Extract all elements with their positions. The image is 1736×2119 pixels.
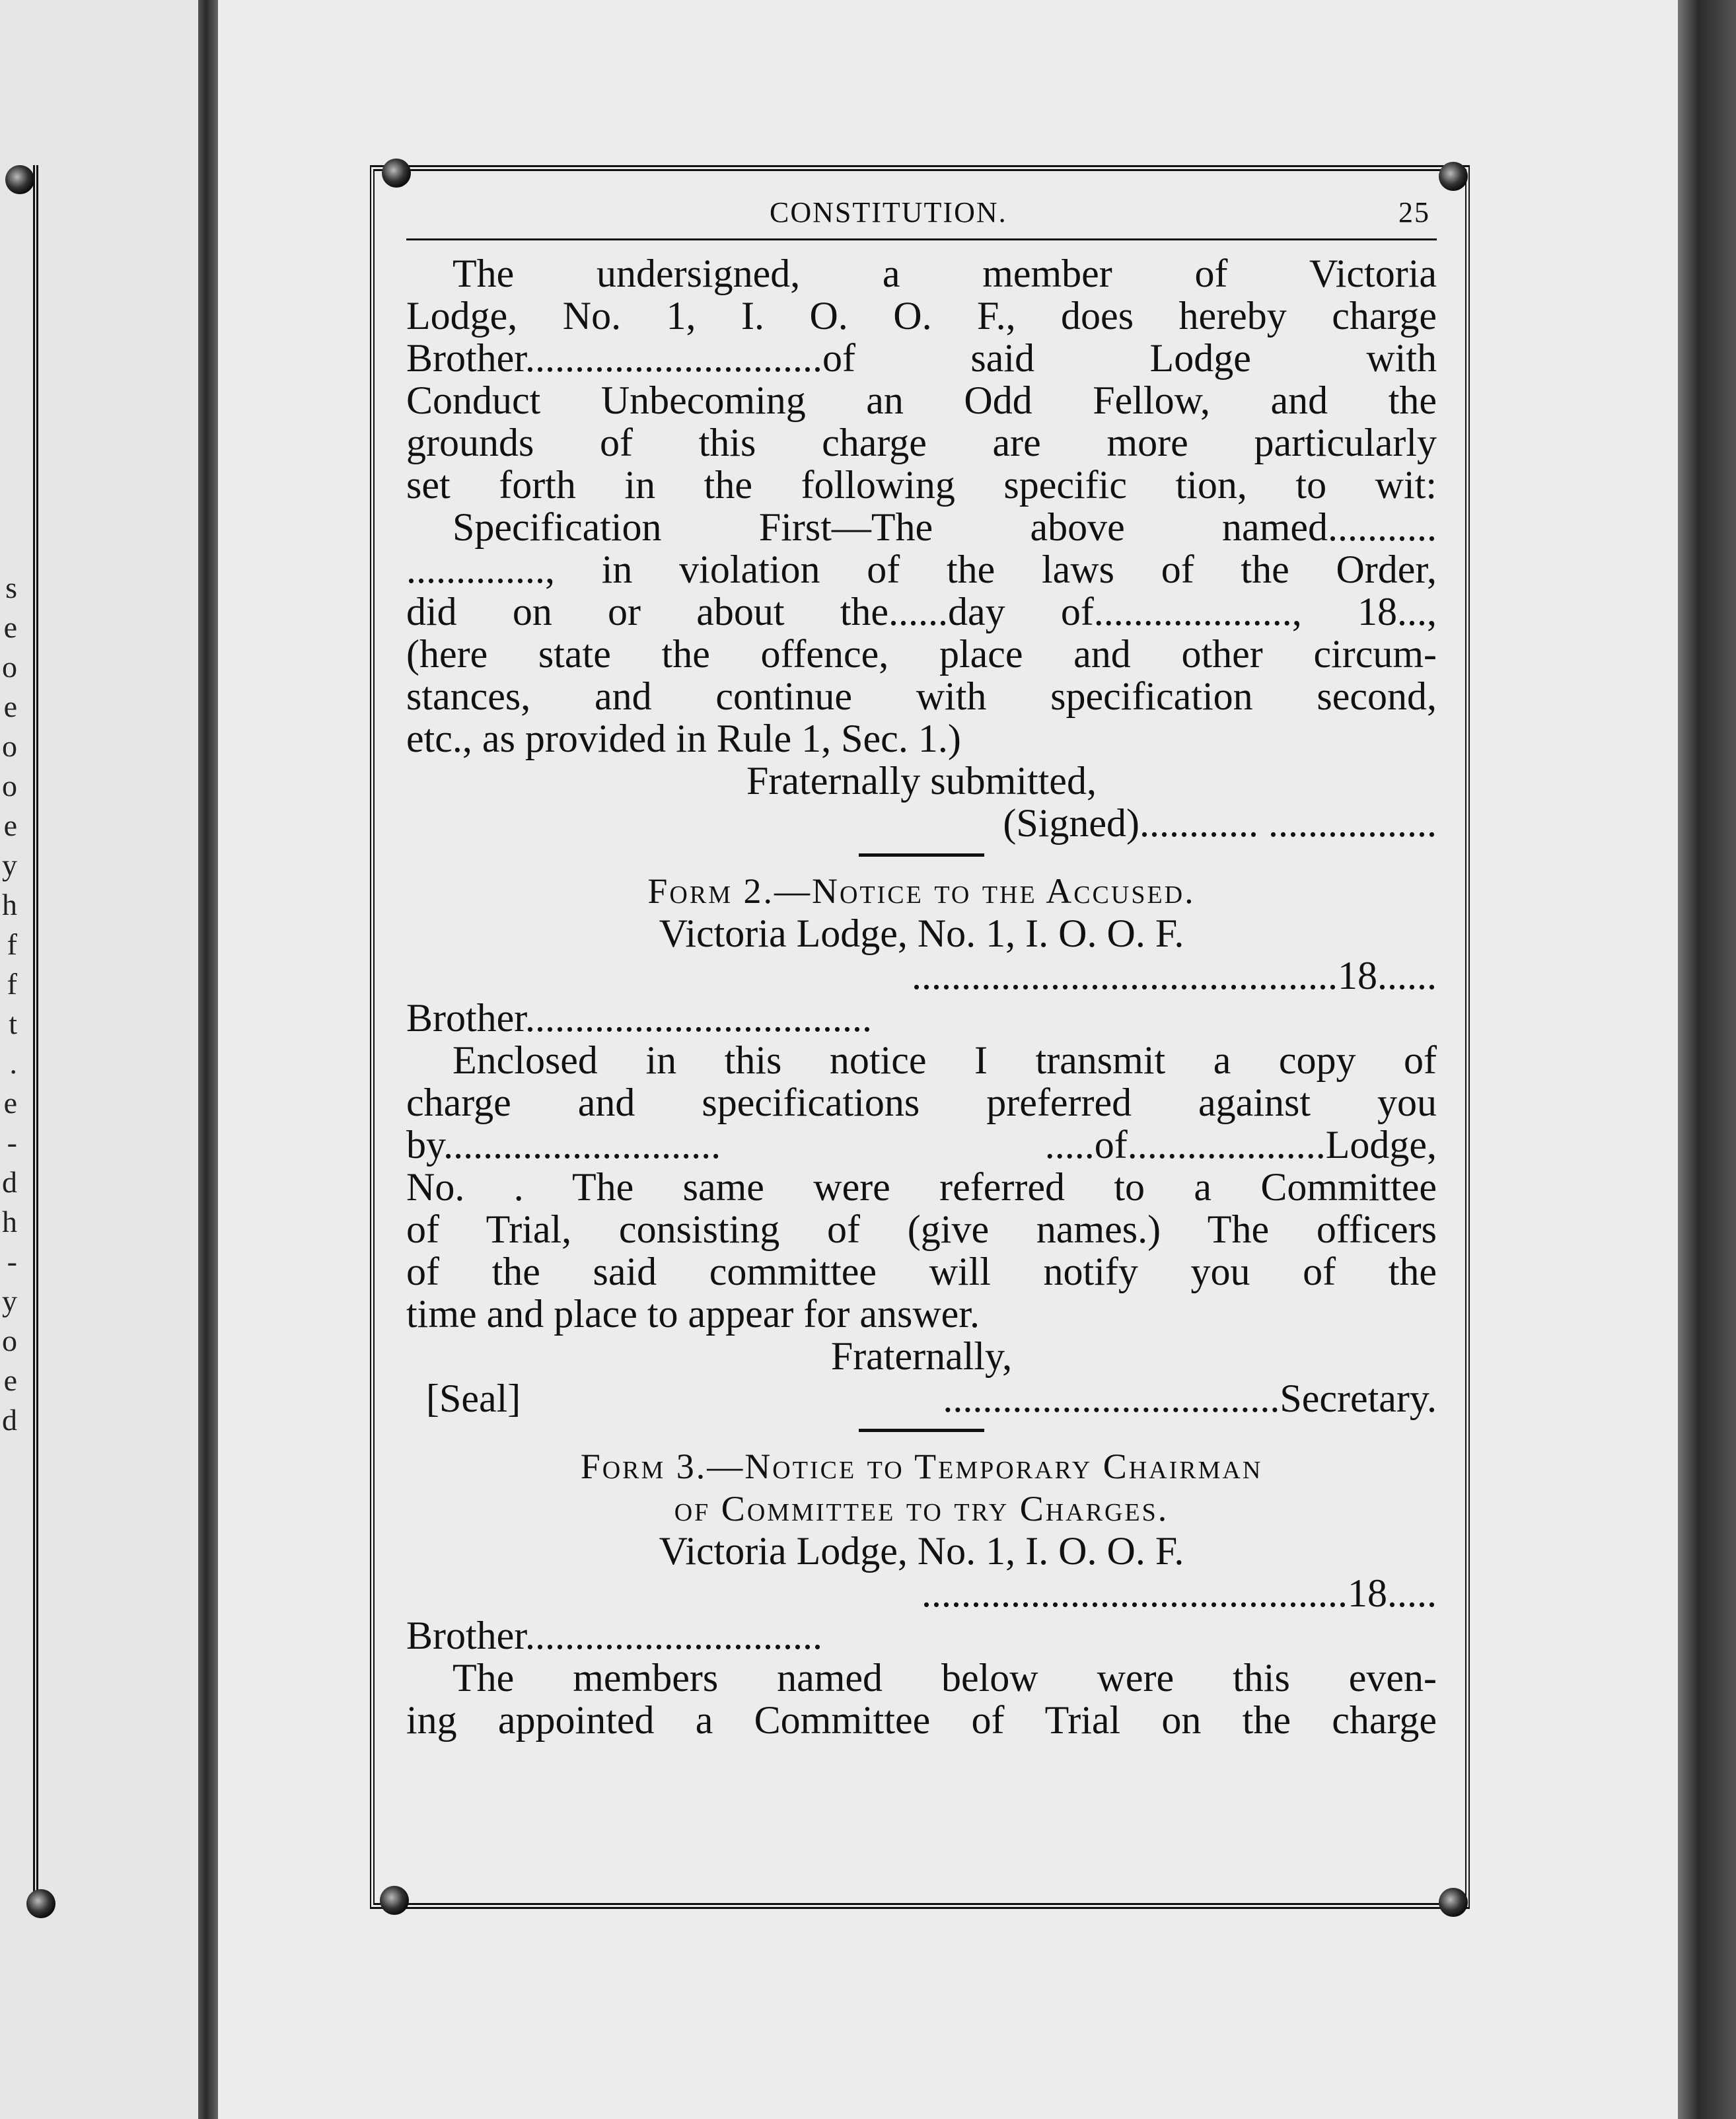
- margin-letter: t: [9, 1007, 17, 1040]
- corner-rivet-icon: [26, 1889, 55, 1918]
- text-line: etc., as provided in Rule 1, Sec. 1.): [406, 717, 961, 760]
- margin-letter: e: [3, 1086, 17, 1120]
- section-divider: [859, 853, 984, 857]
- text-line: ing appointed a Committee of Trial on the charge: [406, 1698, 1437, 1742]
- closing: Fraternally submitted,: [746, 759, 1097, 803]
- text-line: set forth in the following specific tion, to wit:: [406, 463, 1437, 507]
- page-edge: [1678, 0, 1736, 2119]
- margin-letter: y: [2, 848, 17, 882]
- margin-letter: e: [3, 1363, 17, 1397]
- closing: Fraternally,: [830, 1334, 1013, 1378]
- salutation: Brother..............................: [406, 1614, 822, 1657]
- margin-letter: d: [2, 1403, 17, 1437]
- section-divider: [859, 1429, 984, 1432]
- margin-letter: .: [9, 1046, 17, 1080]
- margin-letter: -: [7, 1126, 17, 1159]
- text-line: of Trial, consisting of (give names.) The officers: [406, 1207, 1437, 1251]
- seal-signature-row: [406, 1377, 1437, 1419]
- salutation: Brother...................................: [406, 996, 872, 1040]
- margin-letter: f: [7, 967, 17, 1001]
- text-line: charge and specifications preferred against you: [406, 1081, 1437, 1124]
- seal-label: [Seal]: [426, 1377, 521, 1420]
- margin-letter: s: [5, 571, 17, 604]
- form-heading: Form 3.—Notice to Temporary Chairman: [580, 1447, 1263, 1486]
- margin-letter: e: [3, 610, 17, 644]
- text-line: of the said committee will notify you of the: [406, 1250, 1437, 1293]
- facing-page-margin-text: [0, 568, 17, 1440]
- margin-letter: f: [7, 927, 17, 961]
- date-line: ...........................................18......: [912, 954, 1437, 997]
- margin-letter: o: [2, 729, 17, 763]
- lodge-name: Victoria Lodge, No. 1, I. O. O. F.: [659, 912, 1184, 955]
- signature-line: (Signed)............ .................: [1003, 801, 1437, 845]
- text-line: by............................ .....of....................Lodge,: [406, 1123, 1437, 1167]
- form-3-notice: [406, 1445, 1437, 1741]
- form-heading: Form 2.—Notice to the Accused.: [647, 871, 1196, 911]
- form-1-charge: [406, 252, 1437, 844]
- text-line: Conduct Unbecoming an Odd Fellow, and the: [406, 378, 1437, 422]
- corner-rivet-icon: [5, 165, 34, 194]
- text-line: The members named below were this even-: [452, 1656, 1437, 1700]
- form-2-notice: [406, 870, 1437, 1419]
- running-head: [406, 192, 1437, 240]
- text-line: (here state the offence, place and other circum-: [406, 632, 1437, 676]
- text-line: grounds of this charge are more particularly: [406, 421, 1437, 464]
- margin-letter: o: [2, 1324, 17, 1357]
- facing-page: [0, 0, 198, 2119]
- corner-rivet-icon: [1439, 1888, 1468, 1917]
- form-heading-continued: of Committee to try Charges.: [674, 1489, 1169, 1528]
- text-line: Brother..............................of said Lodge with: [406, 336, 1437, 380]
- margin-letter: d: [2, 1165, 17, 1199]
- margin-letter: o: [2, 650, 17, 684]
- secretary-line: ..................................Secretary.: [943, 1377, 1437, 1420]
- margin-letter: h: [2, 1205, 17, 1239]
- text-line: did on or about the......day of...................., 18...,: [406, 590, 1437, 633]
- date-line: ...........................................18.....: [922, 1571, 1437, 1615]
- margin-letter: h: [2, 888, 17, 921]
- text-line: time and place to appear for answer.: [406, 1292, 980, 1336]
- text-line: The undersigned, a member of Victoria: [452, 252, 1437, 295]
- running-head-title: CONSTITUTION.: [770, 196, 1007, 229]
- text-line: Specification First—The above named...........: [452, 505, 1437, 549]
- corner-rivet-icon: [382, 159, 411, 188]
- page-content: [406, 192, 1437, 1741]
- lodge-name: Victoria Lodge, No. 1, I. O. O. F.: [659, 1529, 1184, 1573]
- text-line: stances, and continue with specification second,: [406, 674, 1437, 718]
- text-line: Lodge, No. 1, I. O. O. F., does hereby charge: [406, 294, 1437, 338]
- margin-letter: y: [2, 1284, 17, 1318]
- corner-rivet-icon: [380, 1886, 409, 1915]
- margin-letter: e: [3, 690, 17, 723]
- text-line: No. . The same were referred to a Committee: [406, 1165, 1437, 1209]
- corner-rivet-icon: [1439, 162, 1468, 191]
- text-line: Enclosed in this notice I transmit a copy of: [452, 1038, 1437, 1082]
- page-number: 25: [1398, 196, 1430, 229]
- text-line: .............., in violation of the laws of the Order,: [406, 548, 1437, 591]
- margin-letter: -: [7, 1244, 17, 1278]
- book-gutter: [198, 0, 218, 2119]
- margin-letter: o: [2, 769, 17, 803]
- margin-letter: e: [3, 808, 17, 842]
